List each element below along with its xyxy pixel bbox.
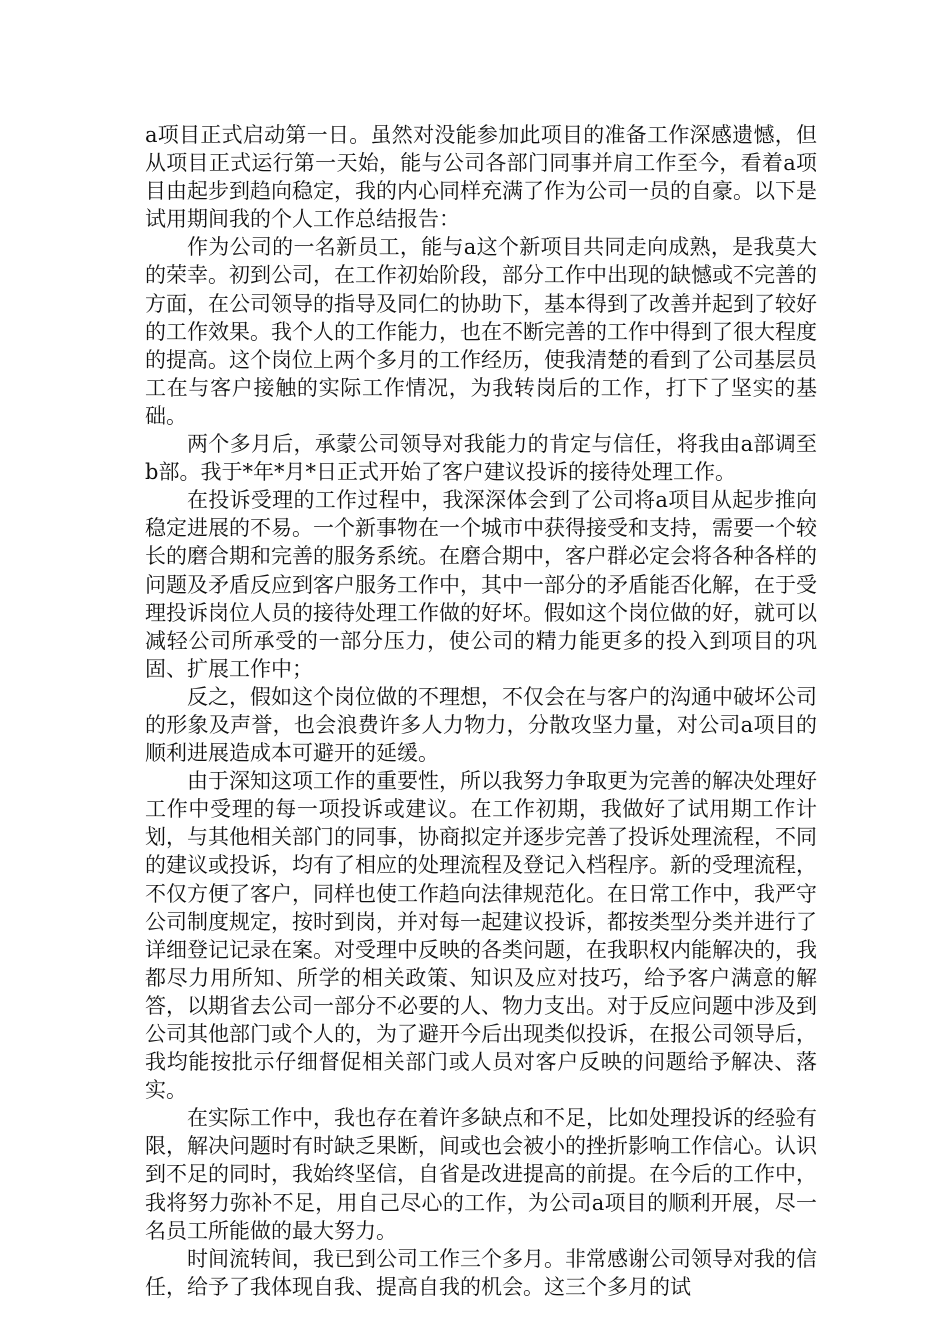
document-body — [145, 121, 817, 1301]
paragraph-1: a项目正式启动第一日。虽然对没能参加此项目的准备工作深感遗憾，但从项目正式运行第一天始，能与公司各部门同事并肩工作至今，看着a项目由起步到趋向稳定，我的内心同样充满了作为公司一员的自豪。以下是试用期间我的个人工作总结报告： — [145, 123, 817, 232]
paragraph-8: 时间流转间，我已到公司工作三个多月。非常感谢公司领导对我的信任，给予了我体现自我、提高自我的机会。这三个多月的试 — [145, 1246, 817, 1299]
paragraph-3: 两个多月后，承蒙公司领导对我能力的肯定与信任，将我由a部调至b部。我于*年*月*日正式开始了客户建议投诉的接待处理工作。 — [145, 432, 817, 485]
paragraph-5: 反之，假如这个岗位做的不理想，不仅会在与客户的沟通中破坏公司的形象及声誉，也会浪费许多人力物力，分散攻坚力量，对公司a项目的顺利进展造成本可避开的延缓。 — [145, 684, 817, 766]
paragraph-2: 作为公司的一名新员工，能与a这个新项目共同走向成熟，是我莫大的荣幸。初到公司，在工作初始阶段，部分工作中出现的缺憾或不完善的方面，在公司领导的指导及同仁的协助下，基本得到了改善并起到了较好的工作效果。我个人的工作能力，也在不断完善的工作中得到了很大程度的提高。这个岗位上两个多月的工作经历，使我清楚的看到了公司基层员工在与客户接触的实际工作情况，为我转岗后的工作，打下了坚实的基础。 — [145, 235, 817, 428]
paragraph-7: 在实际工作中，我也存在着许多缺点和不足，比如处理投诉的经验有限，解决问题时有时缺乏果断，间或也会被小的挫折影响工作信心。认识到不足的同时，我始终坚信，自省是改进提高的前提。在今后的工作中，我将努力弥补不足，用自己尽心的工作，为公司a项目的顺利开展，尽一名员工所能做的最大努力。 — [145, 1106, 817, 1243]
paragraph-6: 由于深知这项工作的重要性，所以我努力争取更为完善的解决处理好工作中受理的每一项投诉或建议。在工作初期，我做好了试用期工作计划，与其他相关部门的同事，协商拟定并逐步完善了投诉处理流程，不同的建议或投诉，均有了相应的处理流程及登记入档程序。新的受理流程，不仅方便了客户，同样也使工作趋向法律规范化。在日常工作中，我严守公司制度规定，按时到岗，并对每一起建议投诉，都按类型分类并进行了详细登记记录在案。对受理中反映的各类问题，在我职权内能解决的，我都尽力用所知、所学的相关政策、知识及应对技巧，给予客户满意的解答，以期省去公司一部分不必要的人、物力支出。对于反应问题中涉及到公司其他部门或个人的，为了避开今后出现类似投诉，在报公司领导后，我均能按批示仔细督促相关部门或人员对客户反映的问题给予解决、落实。 — [145, 769, 817, 1103]
paragraph-4: 在投诉受理的工作过程中，我深深体会到了公司将a项目从起步推向稳定进展的不易。一个新事物在一个城市中获得接受和支持，需要一个较长的磨合期和完善的服务系统。在磨合期中，客户群必定会将各种各样的问题及矛盾反应到客户服务工作中，其中一部分的矛盾能否化解，在于受理投诉岗位人员的接待处理工作做的好坏。假如这个岗位做的好，就可以减轻公司所承受的一部分压力，使公司的精力能更多的投入到项目的巩固、扩展工作中； — [145, 488, 817, 681]
